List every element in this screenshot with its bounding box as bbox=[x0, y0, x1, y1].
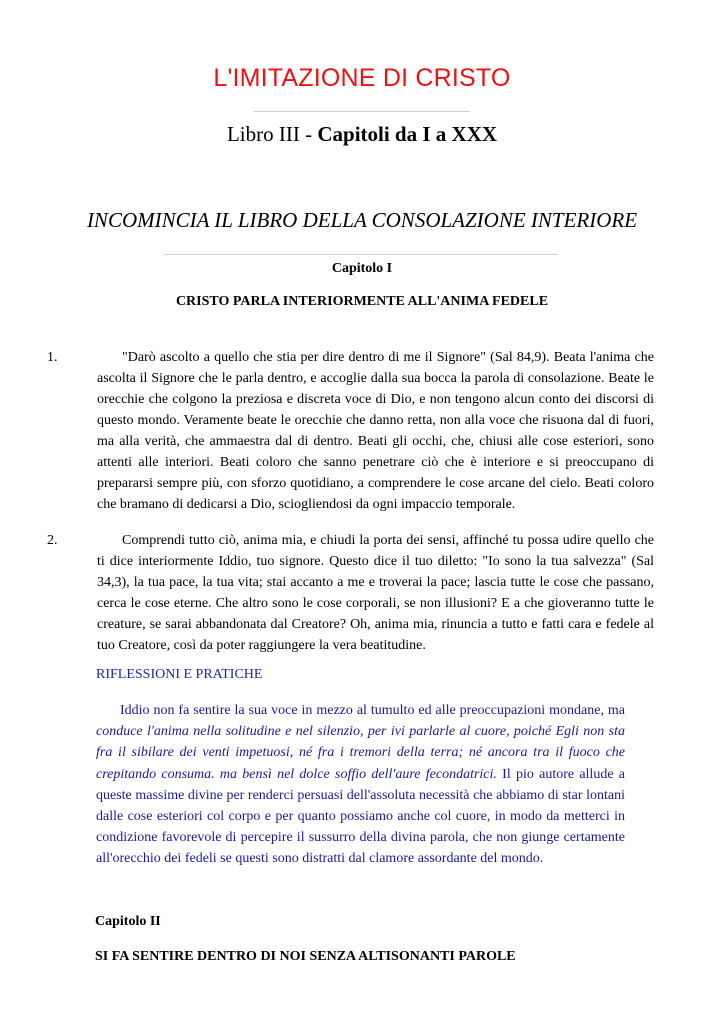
chapter-1-number: Capitolo I bbox=[331, 261, 393, 276]
title-divider bbox=[254, 111, 470, 112]
paragraph-number: 1. bbox=[47, 350, 58, 365]
paragraph-2 bbox=[47, 530, 657, 656]
paragraph-text: Comprendi tutto ciò, anima mia, e chiudi la porta dei sensi, affinché tu possa udire quello che ti dice interiormente Iddio, tuo signore. Questo dice il tuo diletto: "Io sono la tua salvezza" (Sal 34,3), la tua pace, la tua vita; stai accanto a me e troverai la pace; lascia tutte le cose che passano, cerca le cose eterne. Che altro sono le cose corporali, se non illusioni? E a che gioveranno tutte le creature, se sarai abbandonata dal Creatore? Oh, anima mia, rinuncia a tutto e fatti cara e fedele al tuo Creatore, così da poter raggiungere la vera beatitudine. bbox=[97, 533, 654, 653]
subtitle-prefix: Libro III - bbox=[226, 122, 318, 146]
paragraph-number: 2. bbox=[47, 533, 58, 548]
reflection-start: Iddio non fa sentire la sua voce in mezzo al tumulto ed alle preoccupazioni mondane, ma bbox=[120, 703, 625, 718]
reflection-text bbox=[96, 700, 625, 870]
reflection-heading: RIFLESSIONI E PRATICHE bbox=[96, 667, 263, 682]
chapter-1-title: CRISTO PARLA INTERIORMENTE ALL'ANIMA FEDELE bbox=[175, 294, 549, 309]
subtitle-bold: Capitoli da I a XXX bbox=[317, 122, 498, 146]
chapter-2-title: SI FA SENTIRE DENTRO DI NOI SENZA ALTISONANTI PAROLE bbox=[95, 949, 516, 964]
reflection-quote: conduce l'anima nella solitudine e nel silenzio, per ivi parlarle al cuore, poiché Egli non sta fra il sibilare dei venti impetuosi, né fra i tremori della terra; né ancora tra il fuoco che crepitando consuma. ma bensì nel dolce soffio dell'aure fecondatrici. bbox=[96, 724, 625, 782]
book-subtitle bbox=[0, 122, 724, 147]
page-title: L'IMITAZIONE DI CRISTO bbox=[213, 64, 511, 92]
paragraph-text: "Darò ascolto a quello che stia per dire dentro di me il Signore" (Sal 84,9). Beata l'anima che ascolta il Signore che le parla dentro, e accoglie dalla sua bocca la parola di consolazione. Beate le orecchie che colgono la preziosa e discreta voce di Dio, e non tengono alcun conto dei discorsi di questo mondo. Veramente beate le orecchie che danno retta, non alla voce che risuona dal di fuori, ma alla verità, che ammaestra dal di dentro. Beati gli occhi, che, chiusi alle cose esteriori, sono attenti alle interiori. Beati coloro che sanno penetrare ciò che è interiore e si preoccupano di prepararsi sempre più, con sforzo quotidiano, a comprendere le cose arcane del cielo. Beati coloro che bramano di dedicarsi a Dio, sciogliendosi da ogni impaccio temporale. bbox=[97, 350, 654, 512]
heading-divider bbox=[164, 254, 558, 255]
reflection-end: Il pio autore allude a queste massime divine per renderci persuasi dell'assoluta necessità che abbiamo di star lontani dalle cose esteriori col corpo e per quanto possiamo anche col cuore, in modo da metterci in condizione favorevole di percepire il sussurro della divina parola, che non giunge certamente all'orecchio dei fedeli se questi sono distratti dal clamore assordante del mondo. bbox=[96, 766, 626, 867]
book-heading: INCOMINCIA IL LIBRO DELLA CONSOLAZIONE INTERIORE bbox=[86, 208, 638, 232]
paragraph-1 bbox=[47, 347, 657, 515]
chapter-2-number: Capitolo II bbox=[95, 914, 161, 929]
